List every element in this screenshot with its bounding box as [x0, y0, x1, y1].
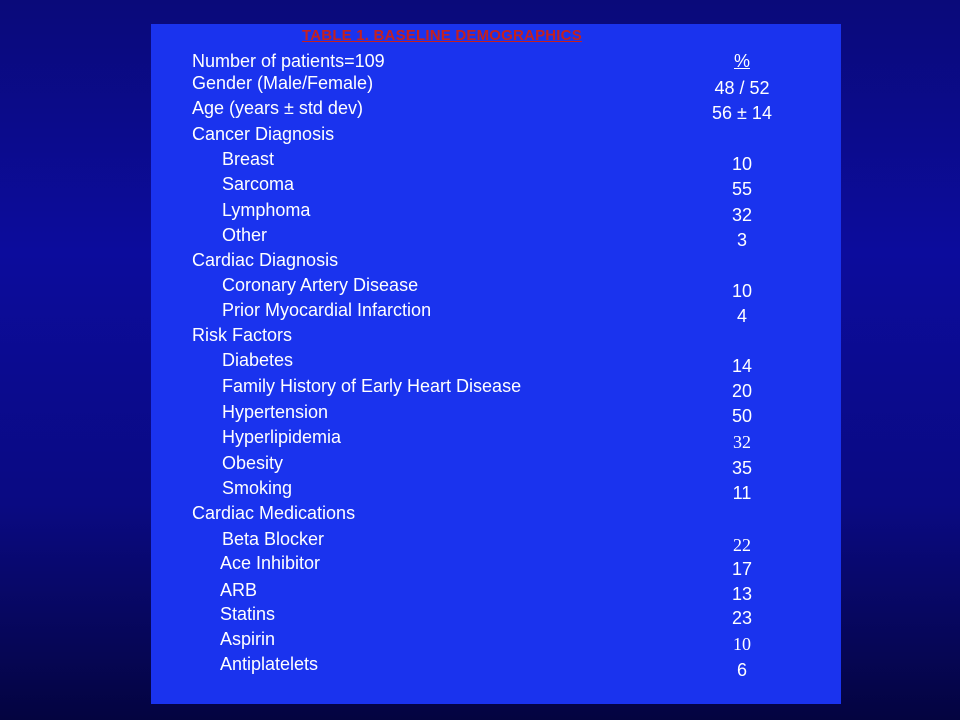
row-label-breast: Breast — [222, 149, 275, 169]
row-value-sarcoma: 55 — [731, 179, 753, 199]
row-label-hyperlipidemia: Hyperlipidemia — [222, 427, 342, 447]
table-title: TABLE 1. BASELINE DEMOGRAPHICS — [302, 27, 582, 44]
row-label-statins: Statins — [220, 604, 276, 624]
row-value-diabetes: 14 — [731, 356, 753, 376]
row-value-statins: 23 — [731, 608, 753, 628]
row-value-family-history: 20 — [731, 381, 753, 401]
row-value-ace-inhibitor: 17 — [731, 559, 753, 579]
row-value-aspirin: 10 — [733, 634, 751, 654]
patient-count-label: Number of patients=109 — [192, 51, 385, 71]
row-value-breast: 10 — [731, 154, 753, 174]
row-label-diabetes: Diabetes — [222, 350, 294, 370]
row-value-smoking: 11 — [732, 483, 752, 503]
row-value-hypertension: 50 — [731, 406, 753, 426]
percent-header: % — [733, 51, 750, 71]
row-label-ace-inhibitor: Ace Inhibitor — [220, 553, 321, 573]
row-label-obesity: Obesity — [222, 453, 284, 473]
row-label-age: Age (years ± std dev) — [192, 98, 363, 118]
section-cardiac-medications: Cardiac Medications — [192, 503, 356, 523]
row-label-lymphoma: Lymphoma — [222, 200, 311, 220]
row-value-obesity: 35 — [731, 458, 753, 478]
row-value-beta-blocker: 22 — [733, 535, 751, 555]
row-value-prior-mi: 4 — [736, 306, 747, 326]
row-label-arb: ARB — [220, 580, 258, 600]
row-label-coronary-artery-disease: Coronary Artery Disease — [222, 275, 419, 295]
row-value-age: 56 ± 14 — [712, 103, 772, 123]
row-label-sarcoma: Sarcoma — [222, 174, 295, 194]
row-label-family-history: Family History of Early Heart Disease — [222, 376, 522, 396]
row-label-beta-blocker: Beta Blocker — [222, 529, 325, 549]
row-label-aspirin: Aspirin — [220, 629, 276, 649]
row-value-hyperlipidemia: 32 — [733, 432, 751, 452]
row-value-other: 3 — [736, 230, 747, 250]
row-label-smoking: Smoking — [222, 478, 293, 498]
row-label-other: Other — [222, 225, 268, 245]
row-value-antiplatelets: 6 — [736, 660, 747, 680]
row-value-arb: 13 — [731, 584, 753, 604]
row-value-lymphoma: 32 — [731, 205, 753, 225]
row-value-gender: 48 / 52 — [714, 78, 770, 98]
row-value-coronary-artery-disease: 10 — [731, 281, 753, 301]
row-label-hypertension: Hypertension — [222, 402, 329, 422]
section-cardiac-diagnosis: Cardiac Diagnosis — [192, 250, 339, 270]
row-label-antiplatelets: Antiplatelets — [220, 654, 319, 674]
section-risk-factors: Risk Factors — [192, 325, 293, 345]
section-cancer-diagnosis: Cancer Diagnosis — [192, 124, 335, 144]
row-label-gender: Gender (Male/Female) — [192, 73, 374, 93]
row-label-prior-mi: Prior Myocardial Infarction — [222, 300, 432, 320]
